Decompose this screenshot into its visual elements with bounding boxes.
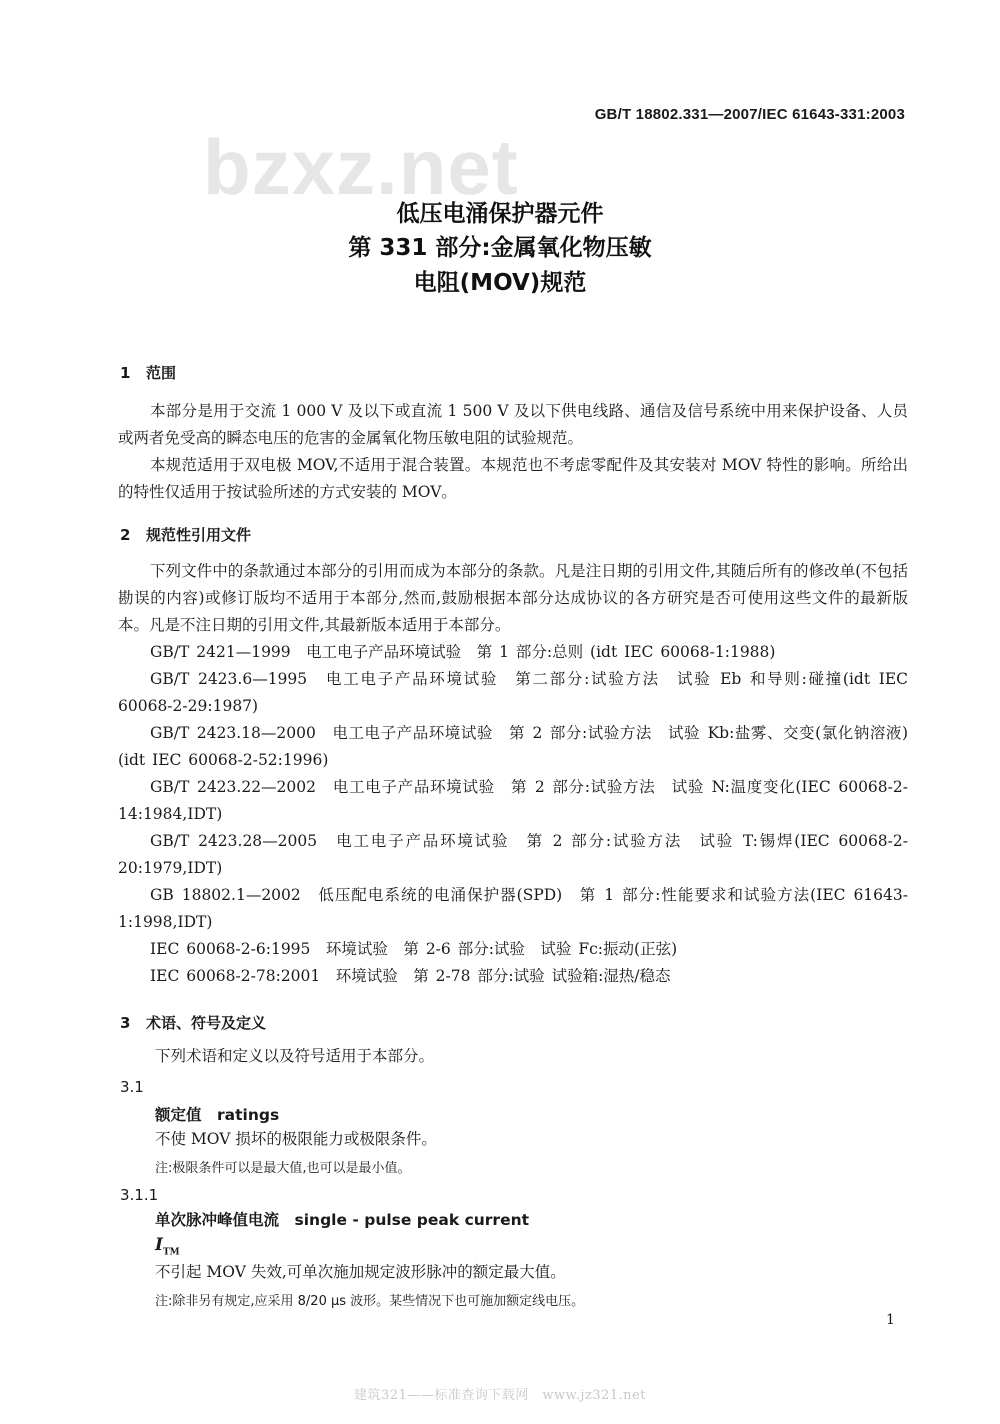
reference-item: GB 18802.1—2002 低压配电系统的电涌保护器(SPD) 第 1 部分:性能要求和试验方法(IEC 61643-1:1998,IDT) xyxy=(118,886,908,931)
section-1-paragraph-1: 本部分是用于交流 1 000 V 及以下或直流 1 500 V 及以下供电线路、通信及信号系统中用来保护设备、人员或两者免受高的瞬态电压的危害的金属氧化物压敏电阻的试验规范。 xyxy=(118,402,908,447)
section-1-heading xyxy=(120,362,176,383)
footer-watermark: 建筑321——标准查询下载网 www.jz321.net xyxy=(354,1388,646,1403)
reference-item: GB/T 2423.28—2005 电工电子产品环境试验 第 2 部分:试验方法 试验 T:锡焊(IEC 60068-2-20:1979,IDT) xyxy=(118,832,908,877)
title-line-2: 第 331 部分:金属氧化物压敏 xyxy=(348,235,652,261)
section-number: 2 xyxy=(120,526,131,544)
title-line-1: 低压电涌保护器元件 xyxy=(396,201,604,227)
section-title: 范围 xyxy=(146,364,177,382)
symbol-main: I xyxy=(155,1235,163,1255)
page-number: 1 xyxy=(886,1312,895,1328)
standard-code: GB/T 18802.331—2007/IEC 61643-331:2003 xyxy=(594,106,905,123)
section-title: 规范性引用文件 xyxy=(146,526,252,544)
section-2-heading xyxy=(120,524,251,545)
term-note: 注:极限条件可以是最大值,也可以是最小值。 xyxy=(155,1161,411,1176)
clause-number: 3.1 xyxy=(120,1078,144,1096)
term-note: 注:除非另有规定,应采用 8/20 μs 波形。某些情况下也可施加额定线电压。 xyxy=(155,1294,585,1309)
symbol-subscript: TM xyxy=(162,1247,180,1258)
term-symbol xyxy=(155,1235,180,1257)
term-definition: 不使 MOV 损坏的极限能力或极限条件。 xyxy=(155,1130,437,1148)
section-2-intro: 下列文件中的条款通过本部分的引用而成为本部分的条款。凡是注日期的引用文件,其随后所有的修改单(不包括勘误的内容)或修订版均不适用于本部分,然而,鼓励根据本部分达成协议的各方研究是否可使用这些文件的最新版本。凡是不注日期的引用文件,其最新版本适用于本部分。 xyxy=(118,562,908,634)
term-definition: 不引起 MOV 失效,可单次施加规定波形脉冲的额定最大值。 xyxy=(155,1263,566,1281)
section-number: 3 xyxy=(120,1014,131,1032)
title-line-3: 电阻(MOV)规范 xyxy=(413,270,587,296)
reference-item: GB/T 2421—1999 电工电子产品环境试验 第 1 部分:总则 (idt IEC 60068-1:1988) xyxy=(150,643,776,661)
reference-item: IEC 60068-2-78:2001 环境试验 第 2-78 部分:试验 试验箱:湿热/稳态 xyxy=(150,967,671,985)
section-3-heading xyxy=(120,1012,266,1033)
reference-item: GB/T 2423.18—2000 电工电子产品环境试验 第 2 部分:试验方法 试验 Kb:盐雾、交变(氯化钠溶液)(idt IEC 60068-2-52:1996) xyxy=(118,724,908,769)
watermark: bzxz.net xyxy=(203,123,519,211)
reference-item: GB/T 2423.22—2002 电工电子产品环境试验 第 2 部分:试验方法 试验 N:温度变化(IEC 60068-2-14:1984,IDT) xyxy=(118,778,908,823)
reference-item: IEC 60068-2-6:1995 环境试验 第 2-6 部分:试验 试验 Fc:振动(正弦) xyxy=(150,940,678,958)
clause-number: 3.1.1 xyxy=(120,1186,159,1204)
section-title: 术语、符号及定义 xyxy=(146,1014,267,1032)
section-3-intro: 下列术语和定义以及符号适用于本部分。 xyxy=(155,1047,435,1065)
section-number: 1 xyxy=(120,364,131,382)
term-heading: 单次脉冲峰值电流 single - pulse peak current xyxy=(155,1211,530,1229)
reference-item: GB/T 2423.6—1995 电工电子产品环境试验 第二部分:试验方法 试验 Eb 和导则:碰撞(idt IEC 60068-2-29:1987) xyxy=(118,670,908,715)
section-1-paragraph-2: 本规范适用于双电极 MOV,不适用于混合装置。本规范也不考虑零配件及其安装对 MOV 特性的影响。所给出的特性仅适用于按试验所述的方式安装的 MOV。 xyxy=(118,456,908,501)
term-heading: 额定值 ratings xyxy=(155,1106,280,1124)
